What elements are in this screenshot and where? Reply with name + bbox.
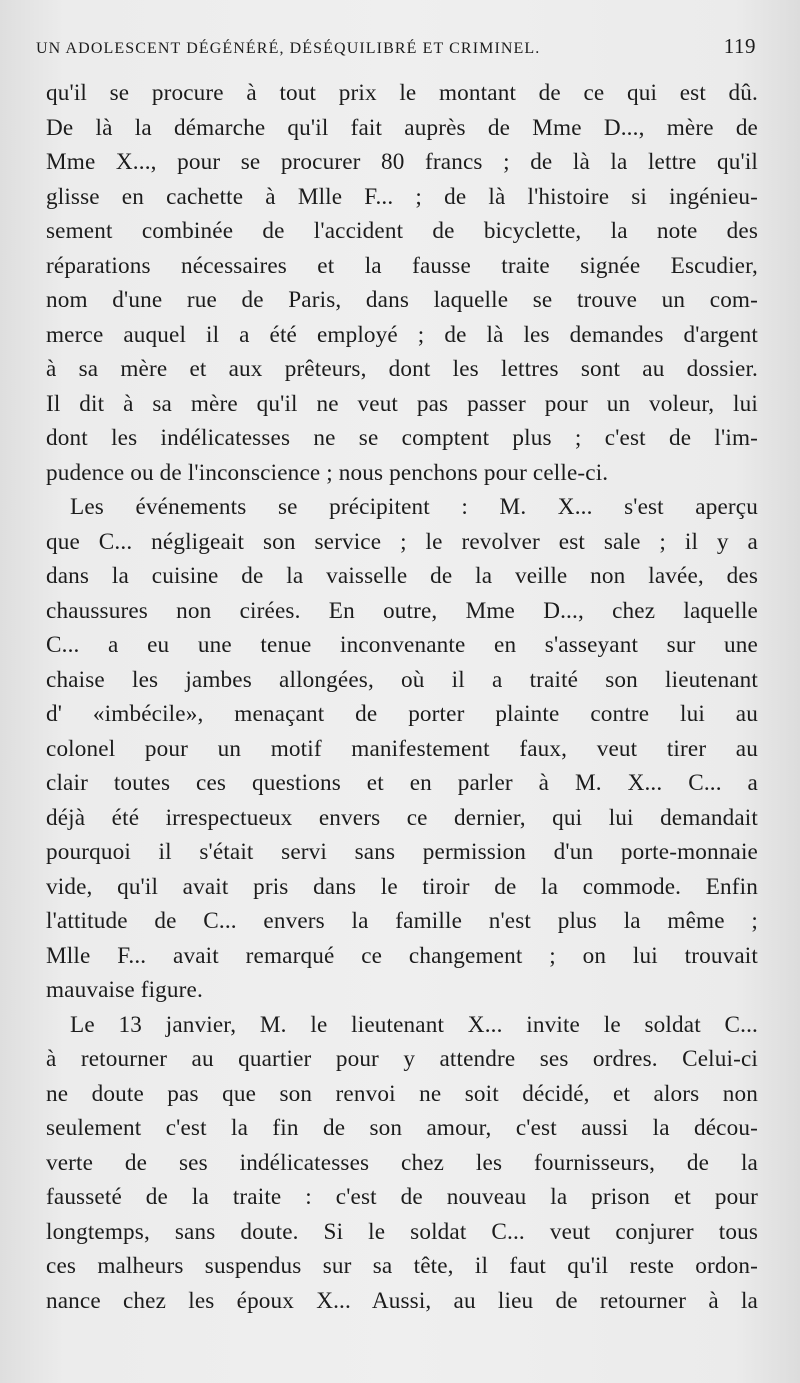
text-line: l'attitude de C... envers la famille n'est plus la même ; [46, 908, 758, 934]
text-line: nance chez les époux X... Aussi, au lieu de retourner à la [46, 1287, 758, 1314]
text-line: qu'il se procure à tout prix le montant de ce qui est dû. [46, 80, 758, 106]
text-line: déjà été irrespectueux envers ce dernier, qui lui demandait [46, 804, 758, 831]
text-line: Le 13 janvier, M. le lieutenant X... invite le soldat C... [70, 1011, 758, 1038]
text-line: que C... négligeait son service ; le revolver est sale ; il y a [46, 528, 758, 555]
text-line: colonel pour un motif manifestement faux, veut tirer au [46, 735, 758, 762]
text-line: Mme X..., pour se procurer 80 francs ; de là la lettre qu'il [46, 149, 758, 175]
text-line: à retourner au quartier pour y attendre ses ordres. Celui-ci [46, 1046, 758, 1072]
text-line: chaise les jambes allongées, où il a traité son lieutenant [46, 666, 758, 693]
page-number: 119 [723, 34, 756, 58]
text-line: ces malheurs suspendus sur sa tête, il faut qu'il reste ordon- [46, 1253, 758, 1279]
text-line: seulement c'est la fin de son amour, c'est aussi la décou- [46, 1115, 758, 1141]
running-head [36, 34, 756, 64]
text-line: verte de ses indélicatesses chez les fournisseurs, de la [46, 1149, 758, 1176]
paragraph-1 [46, 76, 758, 490]
text-line: Les événements se précipitent : M. X... s'est aperçu [70, 494, 758, 520]
text-line: d' «imbécile», menaçant de porter plainte contre lui au [46, 701, 758, 727]
text-line: De là la démarche qu'il fait auprès de Mme D..., mère de [46, 114, 758, 141]
text-line: ne doute pas que son renvoi ne soit décidé, et alors non [46, 1080, 758, 1107]
text-line: mauvaise figure. [46, 977, 203, 1003]
body-text [46, 76, 758, 1318]
running-title: UN ADOLESCENT DÉGÉNÉRÉ, DÉSÉQUILIBRÉ ET CRIMINEL. [36, 40, 541, 57]
text-line: glisse en cachette à Mlle F... ; de là l'histoire si ingénieu- [46, 183, 758, 210]
text-line: Mlle F... avait remarqué ce changement ; on lui trouvait [46, 942, 758, 969]
text-line: pourquoi il s'était servi sans permission d'un porte-monnaie [46, 839, 758, 865]
text-line: chaussures non cirées. En outre, Mme D..., chez laquelle [46, 597, 758, 624]
text-line: fausseté de la traite : c'est de nouveau la prison et pour [46, 1184, 758, 1210]
text-line: sement combinée de l'accident de bicyclette, la note des [46, 218, 758, 244]
text-line: merce auquel il a été employé ; de là les demandes d'argent [46, 321, 758, 348]
text-line: Il dit à sa mère qu'il ne veut pas passer pour un voleur, lui [46, 390, 758, 417]
paragraph-3 [46, 1008, 758, 1319]
text-line: clair toutes ces questions et en parler à M. X... C... a [46, 770, 758, 796]
text-line: nom d'une rue de Paris, dans laquelle se trouve un com- [46, 287, 758, 313]
text-line: réparations nécessaires et la fausse traite signée Escudier, [46, 252, 758, 279]
text-line: longtemps, sans doute. Si le soldat C... veut conjurer tous [46, 1218, 758, 1245]
text-line: pudence ou de l'inconscience ; nous penchons pour celle-ci. [46, 459, 609, 486]
text-line: dont les indélicatesses ne se comptent plus ; c'est de l'im- [46, 425, 758, 451]
text-line: vide, qu'il avait pris dans le tiroir de la commode. Enfin [46, 873, 758, 900]
text-line: dans la cuisine de la vaisselle de la veille non lavée, des [46, 563, 758, 589]
paragraph-2 [46, 490, 758, 1008]
text-line: C... a eu une tenue inconvenante en s'asseyant sur une [46, 632, 758, 658]
text-line: à sa mère et aux prêteurs, dont les lettres sont au dossier. [46, 356, 758, 382]
